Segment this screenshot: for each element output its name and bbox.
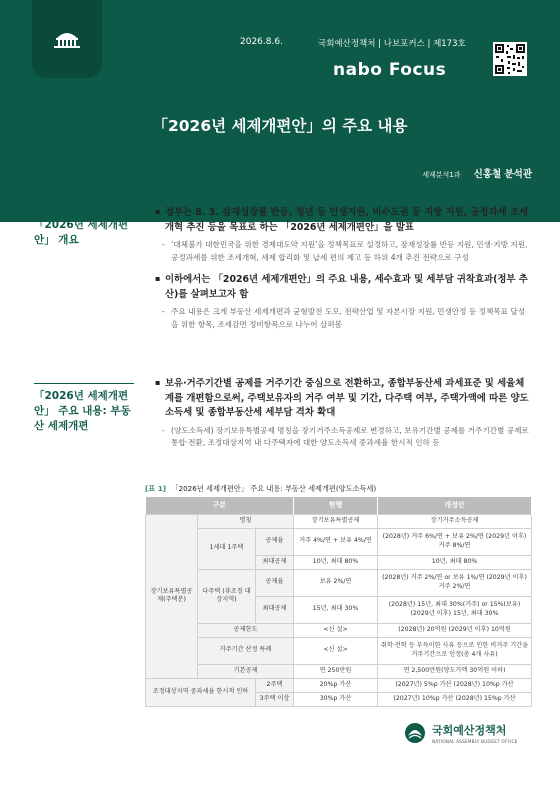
- table-cell: <신 설>: [294, 637, 378, 664]
- table-row: [146, 623, 532, 637]
- issue-series: 국회예산정책처 | 나보포커스 | 제173호: [318, 39, 466, 49]
- table-cell: 1세대 1주택: [198, 528, 256, 569]
- table-cell: (2027년) 10%p 가산 (2028년) 15%p 가산: [378, 692, 532, 706]
- table-cell: 기본공제: [198, 664, 294, 678]
- table-cell: 10년, 최대 80%: [294, 555, 378, 569]
- table-cell: 최대공제: [256, 555, 294, 569]
- footer-org-en: NATIONAL ASSEMBLY BUDGET OFFICE: [432, 739, 518, 744]
- section-realestate-content: [155, 377, 530, 450]
- sub-item: - 주요 내용은 크게 부동산 세제개편과 균형발전 도모, 전략산업 및 자본시장 지원, 민생안정 등 정책목표 달성을 위한 항목, 조세감면 정비항목으로 나누어 살펴봄: [155, 306, 530, 331]
- footer-text: [432, 722, 517, 744]
- table-cell: 보유 2%/연: [294, 569, 378, 596]
- table-cell: 10년, 최대 80%: [378, 555, 532, 569]
- nabo-emblem-icon: [404, 722, 426, 744]
- table-caption-text: 「2026년 세제개편안」 주요 내용: 부동산 세제개편(양도소득세): [171, 484, 377, 493]
- table-caption: [145, 484, 376, 494]
- bullet-item: ▪ 정부는 8. 3. 잠재성장률 반등, 청년 등 민생지원, 비수도권 등 지방 지원, 공정과세 조세개혁 추진 등을 목표로 하는 「2026년 세제개편안」을 발표: [155, 206, 530, 235]
- table-cell: 장기거주소득공제: [378, 514, 532, 528]
- table-cell: 연 2,500만원(양도가액 30억원 이하): [378, 664, 532, 678]
- table-cell: (2028년) 거주 2%/연 or 보유 1%/연 (2029년 이후) 거주 2%/연: [378, 569, 532, 596]
- table-cell: 공제한도: [198, 623, 294, 637]
- tax-reform-table: [145, 497, 532, 707]
- table-number: [표 1]: [145, 484, 167, 493]
- table-row: [146, 528, 532, 555]
- author-name: 신홍철 분석관: [473, 169, 532, 180]
- sub-item: - (양도소득세) 장기보유특별공제 명칭을 장기거주소득공제로 변경하고, 보유기간별 공제를 거주기간별 공제로 통합·전환, 조정대상지역 내 다주택자에 대한 양도소득세 중과세율 한시적 인하 등: [155, 425, 530, 450]
- table-cell: 명칭: [198, 514, 294, 528]
- bullet-item: ▪ 이하에서는 「2026년 세제개편안」의 주요 내용, 세수효과 및 세부담 귀착효과(정부 추산)를 살펴보고자 함: [155, 273, 530, 302]
- author-line: [422, 162, 532, 181]
- emblem-box: [32, 0, 102, 78]
- table-cell: (2028년) 거주 6%/연 + 보유 2%/연 (2029년 이후) 거주 8%/연: [378, 528, 532, 555]
- qr-code-icon[interactable]: [493, 42, 527, 76]
- header-banner: [0, 0, 560, 222]
- table-cell: 거주 4%/연 + 보유 4%/연: [294, 528, 378, 555]
- table-cell: 장기보유특별공제(주택분): [146, 514, 198, 678]
- table-cell: 3주택 이상: [256, 692, 294, 706]
- footer-org-kr: 국회예산정책처: [432, 724, 507, 737]
- table-cell: 장기보유특별공제: [294, 514, 378, 528]
- table-row: [146, 678, 532, 692]
- table-row: [146, 637, 532, 664]
- table-header: 개정안: [378, 497, 532, 514]
- section-overview-content: [155, 206, 530, 331]
- section-label-realestate: 「2026년 세제개편안」 주요 내용: 부동산 세제개편: [34, 383, 134, 435]
- table-row: [146, 569, 532, 596]
- table-cell: <신 설>: [294, 623, 378, 637]
- bullet-item: ▪ 보유·거주기간별 공제를 거주기간 중심으로 전환하고, 종합부동산세 과세표준 및 세율체계를 개편함으로써, 주택보유자의 거주 여부 및 기간, 다주택 여부, 주택가액에 따른 양도소득세 및 종합부동산세 세부담 격차 확대: [155, 377, 530, 421]
- table-row: [146, 664, 532, 678]
- page-title: 「2026년 세제개편안」의 주요 내용: [152, 117, 408, 135]
- table-cell: 30%p 가산: [294, 692, 378, 706]
- issue-date: 2026.8.6.: [240, 37, 283, 47]
- table-cell: 거주기간 산정 특례: [198, 637, 294, 664]
- table-cell: 최대공제: [256, 596, 294, 623]
- table-cell: 조정대상지역 중과세율 한시적 인하: [146, 678, 256, 706]
- table-cell: 20%p 가산: [294, 678, 378, 692]
- sub-item: - ‘대체불가 대한민국을 위한 경제대도약 지원’을 정책목표로 설정하고, 잠재성장률 반등 지원, 민생·지방 지원, 공정과세를 위한 조세개혁, 세제 합리화 및 납세 편의 제고 등 하위 4개 추진 전략으로 구성: [155, 239, 530, 264]
- assembly-building-icon: [50, 28, 84, 50]
- table-row: [146, 514, 532, 528]
- table-cell: 취학·전학 등 부득이한 사유 등으로 인한 비거주 기간을 거주기간으로 인정(총 4개 사유): [378, 637, 532, 664]
- nabo-focus-logo: nabo Focus: [333, 60, 447, 80]
- table-cell: (2028년) 20억원 (2029년 이후) 10억원: [378, 623, 532, 637]
- table-cell: 15년, 최대 30%: [294, 596, 378, 623]
- table-cell: 2주택: [256, 678, 294, 692]
- author-dept: 세제분석1과: [422, 171, 461, 179]
- table-cell: 연 250만원: [294, 664, 378, 678]
- table-header: 구분: [146, 497, 294, 514]
- table-cell: 다주택 (非조정 대상지역): [198, 569, 256, 623]
- table-cell: (2028년) 15년, 최대 30%(거주) or 15%(보유) (2029년 이후) 15년, 최대 30%: [378, 596, 532, 623]
- table-header: 현행: [294, 497, 378, 514]
- table-cell: (2027년) 5%p 가산 (2028년) 10%p 가산: [378, 678, 532, 692]
- table-cell: 공제율: [256, 569, 294, 596]
- footer-logo: [404, 722, 517, 744]
- table-cell: 공제율: [256, 528, 294, 555]
- section-label-overview: 「2026년 세제개편안」 개요: [34, 212, 134, 248]
